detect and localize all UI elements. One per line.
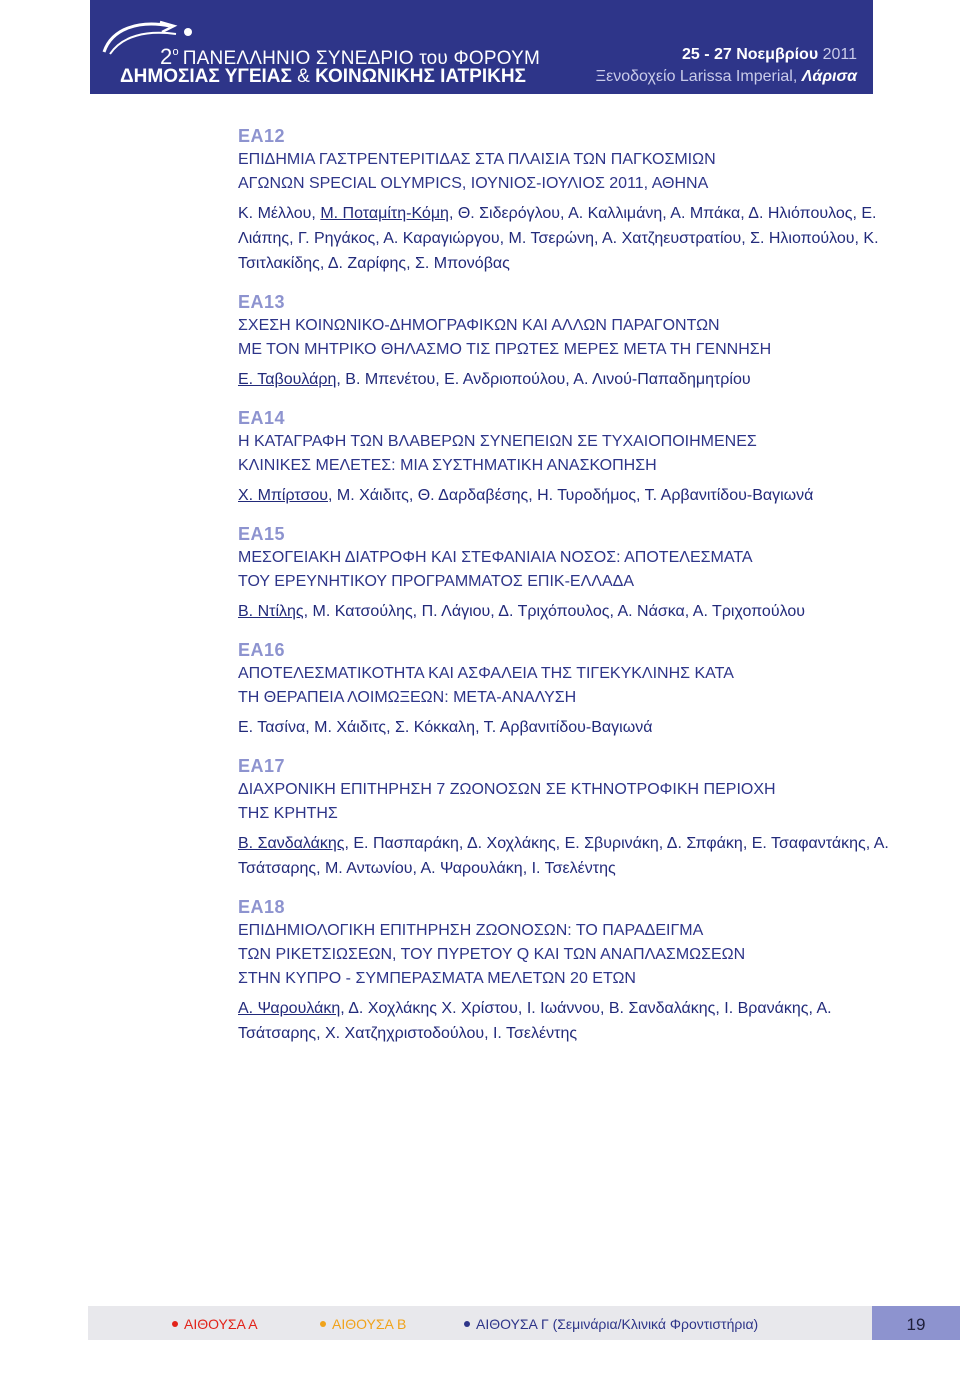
abstract-title: ΕΠΙΔΗΜΙΟΛΟΓΙΚΗ ΕΠΙΤΗΡΗΣΗ ΖΩΟΝΟΣΩΝ: ΤΟ ΠΑΡΑΔΕΙΓΜΑ ΤΩΝ ΡΙΚΕΤΣΙΩΣΕΩΝ, ΤΟΥ ΠΥΡΕΤΟΥ Q ΚΑΙ ΤΩΝ ΑΝΑΠΛΑΣΜΩΣΕΩΝ ΣΤΗΝ ΚΥΠΡΟ - ΣΥΜΠΕΡΑΣΜΑΤΑ ΜΕΛΕΤΩΝ 20 ΕΤΩΝ: [238, 922, 746, 987]
abstract-authors: Κ. Μέλλου, Μ. Ποταμίτη-Κόμη, Θ. Σιδερόγλου, Α. Καλλιμάνη, Α. Μπάκα, Δ. Ηλιόπουλος, Ε. Λιάπης, Γ. Ρηγάκος, Α. Καραγιώργου, Μ. Τσερώνη, Α. Χατζηευστρατίου, Σ. Ηλιοπούλου, Κ. Τσιτλακίδης, Δ. Ζαρίφης, Σ. Μπονόβας: [238, 205, 879, 272]
presenting-author: Μ. Ποταμίτη-Κόμη: [320, 205, 449, 222]
abstract-code: ΕΑ15: [238, 524, 286, 544]
presenting-author: Β. Σανδαλάκης: [238, 835, 345, 852]
abstract-title: ΑΠΟΤΕΛΕΣΜΑΤΙΚΟΤΗΤΑ ΚΑΙ ΑΣΦΑΛΕΙΑ ΤΗΣ ΤΙΓΕΚΥΚΛΙΝΗΣ ΚΑΤΑ ΤΗ ΘΕΡΑΠΕΙΑ ΛΟΙΜΩΞΕΩΝ: ΜΕΤΑ-ΑΝΑΛΥΣΗ: [238, 665, 734, 706]
bullet-dot-icon: [464, 1321, 470, 1327]
abstract-code: ΕΑ17: [238, 756, 286, 776]
abstract-code: ΕΑ18: [238, 897, 286, 917]
event-dates: [682, 46, 857, 64]
abstract-ea18: [238, 895, 898, 1046]
event-date-range: 25 - 27 Νοεμβρίου: [681, 46, 819, 63]
presenting-author: Β. Ντίλης: [238, 603, 304, 620]
conference-subtitle-a: ΔΗΜΟΣΙΑΣ ΥΓΕΙΑΣ: [120, 66, 292, 87]
abstract-ea12: [238, 124, 898, 276]
abstract-code: ΕΑ13: [238, 292, 286, 312]
legend-hall-a: ΑΙΘΟΥΣΑ Α: [172, 1306, 258, 1340]
presenting-author: Χ. Μπίρτσου: [238, 487, 328, 504]
abstract-authors: Ε. Τασίνα, Μ. Χάιδιτς, Σ. Κόκκαλη, Τ. Αρβανιτίδου-Βαγιωνά: [238, 719, 653, 736]
legend-hall-b: ΑΙΘΟΥΣΑ Β: [320, 1306, 406, 1340]
header-banner: [90, 0, 873, 94]
abstract-authors: Β. Ντίλης, Μ. Κατσούλης, Π. Λάγιου, Δ. Τριχόπουλος, Α. Νάσκα, Α. Τριχοπούλου: [238, 603, 805, 620]
bullet-dot-icon: [320, 1321, 326, 1327]
abstract-authors: Χ. Μπίρτσου, Μ. Χάιδιτς, Θ. Δαρδαβέσης, Η. Τυροδήμος, Τ. Αρβανιτίδου-Βαγιωνά: [238, 487, 814, 504]
legend-hall-c: ΑΙΘΟΥΣΑ Γ (Σεμινάρια/Κλινικά Φροντιστήρια): [464, 1306, 758, 1340]
page-number: 19: [872, 1306, 960, 1340]
conference-number: 2: [160, 44, 173, 69]
presenting-author: Α. Ψαρουλάκη: [238, 1000, 341, 1017]
presenting-author: Ε. Ταβουλάρη: [238, 371, 337, 388]
abstract-authors: Ε. Ταβουλάρη, Β. Μπενέτου, Ε. Ανδριοπούλου, Α. Λινού-Παπαδημητρίου: [238, 371, 751, 388]
abstract-title: ΕΠΙΔΗΜΙΑ ΓΑΣΤΡΕΝΤΕΡΙΤΙΔΑΣ ΣΤΑ ΠΛΑΙΣΙΑ ΤΩΝ ΠΑΓΚΟΣΜΙΩΝ ΑΓΩΝΩΝ SPECIAL OLYMPICS, ΙΟΥΝΙΟΣ-ΙΟΥΛΙΟΣ 2011, ΑΘΗΝΑ: [238, 151, 716, 192]
abstract-title: ΜΕΣΟΓΕΙΑΚΗ ΔΙΑΤΡΟΦΗ ΚΑΙ ΣΤΕΦΑΝΙΑΙΑ ΝΟΣΟΣ: ΑΠΟΤΕΛΕΣΜΑΤΑ ΤΟΥ ΕΡΕΥΝΗΤΙΚΟΥ ΠΡΟΓΡΑΜΜΑΤΟΣ ΕΠΙΚ-ΕΛΛΑΔΑ: [238, 549, 753, 590]
abstract-authors: Β. Σανδαλάκης, Ε. Πασπαράκη, Δ. Χοχλάκης, Ε. Σβυρινάκη, Δ. Σπφάκη, Ε. Τσαφαντάκης, Α. Τσάτσαρης, Μ. Αντωνίου, Α. Ψαρουλάκη, Ι. Τσελέντης: [238, 835, 889, 877]
venue-city: Λάρισα: [801, 68, 857, 85]
abstract-title: ΣΧΕΣΗ ΚΟΙΝΩΝΙΚΟ-ΔΗΜΟΓΡΑΦΙΚΩΝ ΚΑΙ ΑΛΛΩΝ ΠΑΡΑΓΟΝΤΩΝ ΜΕ ΤΟΝ ΜΗΤΡΙΚΟ ΘΗΛΑΣΜΟ ΤΙΣ ΠΡΩΤΕΣ ΜΕΡΕΣ ΜΕΤΑ ΤΗ ΓΕΝΝΗΣΗ: [238, 317, 772, 358]
abstract-ea15: [238, 522, 898, 624]
abstract-code: ΕΑ16: [238, 640, 286, 660]
abstract-ea13: [238, 290, 898, 392]
abstract-ea14: [238, 406, 898, 508]
event-year: 2011: [822, 46, 857, 63]
abstract-list: [238, 124, 898, 1046]
conference-title-line2: [120, 66, 526, 88]
abstract-ea16: [238, 638, 898, 740]
conference-title-text: ΠΑΝΕΛΛΗΝΙΟ ΣΥΝΕΔΡΙΟ του ΦΟΡΟΥΜ: [182, 48, 540, 69]
conference-subtitle-b: ΚΟΙΝΩΝΙΚΗΣ ΙΑΤΡΙΚΗΣ: [315, 66, 526, 87]
conference-ordinal: ο: [172, 46, 179, 58]
abstract-code: ΕΑ14: [238, 408, 286, 428]
event-venue: [596, 68, 857, 86]
abstract-title: Η ΚΑΤΑΓΡΑΦΗ ΤΩΝ ΒΛΑΒΕΡΩΝ ΣΥΝΕΠΕΙΩΝ ΣΕ ΤΥΧΑΙΟΠΟΙΗΜΕΝΕΣ ΚΛΙΝΙΚΕΣ ΜΕΛΕΤΕΣ: ΜΙΑ ΣΥΣΤΗΜΑΤΙΚΗ ΑΝΑΣΚΟΠΗΣΗ: [238, 433, 757, 474]
venue-name: Ξενοδοχείο Larissa Imperial,: [595, 68, 798, 85]
bullet-dot-icon: [172, 1321, 178, 1327]
footer-legend-bar: [88, 1306, 872, 1340]
abstract-ea17: [238, 754, 898, 881]
abstract-code: ΕΑ12: [238, 126, 286, 146]
abstract-authors: Α. Ψαρουλάκη, Δ. Χοχλάκης Χ. Χρίστου, Ι. Ιωάννου, Β. Σανδαλάκης, Ι. Βρανάκης, Α. Τσάτσαρης, Χ. Χατζηχριστοδούλου, Ι. Τσελέντης: [238, 1000, 832, 1042]
conference-subtitle-amp: &: [297, 66, 310, 87]
abstract-title: ΔΙΑΧΡΟΝΙΚΗ ΕΠΙΤΗΡΗΣΗ 7 ΖΩΟΝΟΣΩΝ ΣΕ ΚΤΗΝΟΤΡΟΦΙΚΗ ΠΕΡΙΟΧΗ ΤΗΣ ΚΡΗΤΗΣ: [238, 781, 776, 822]
